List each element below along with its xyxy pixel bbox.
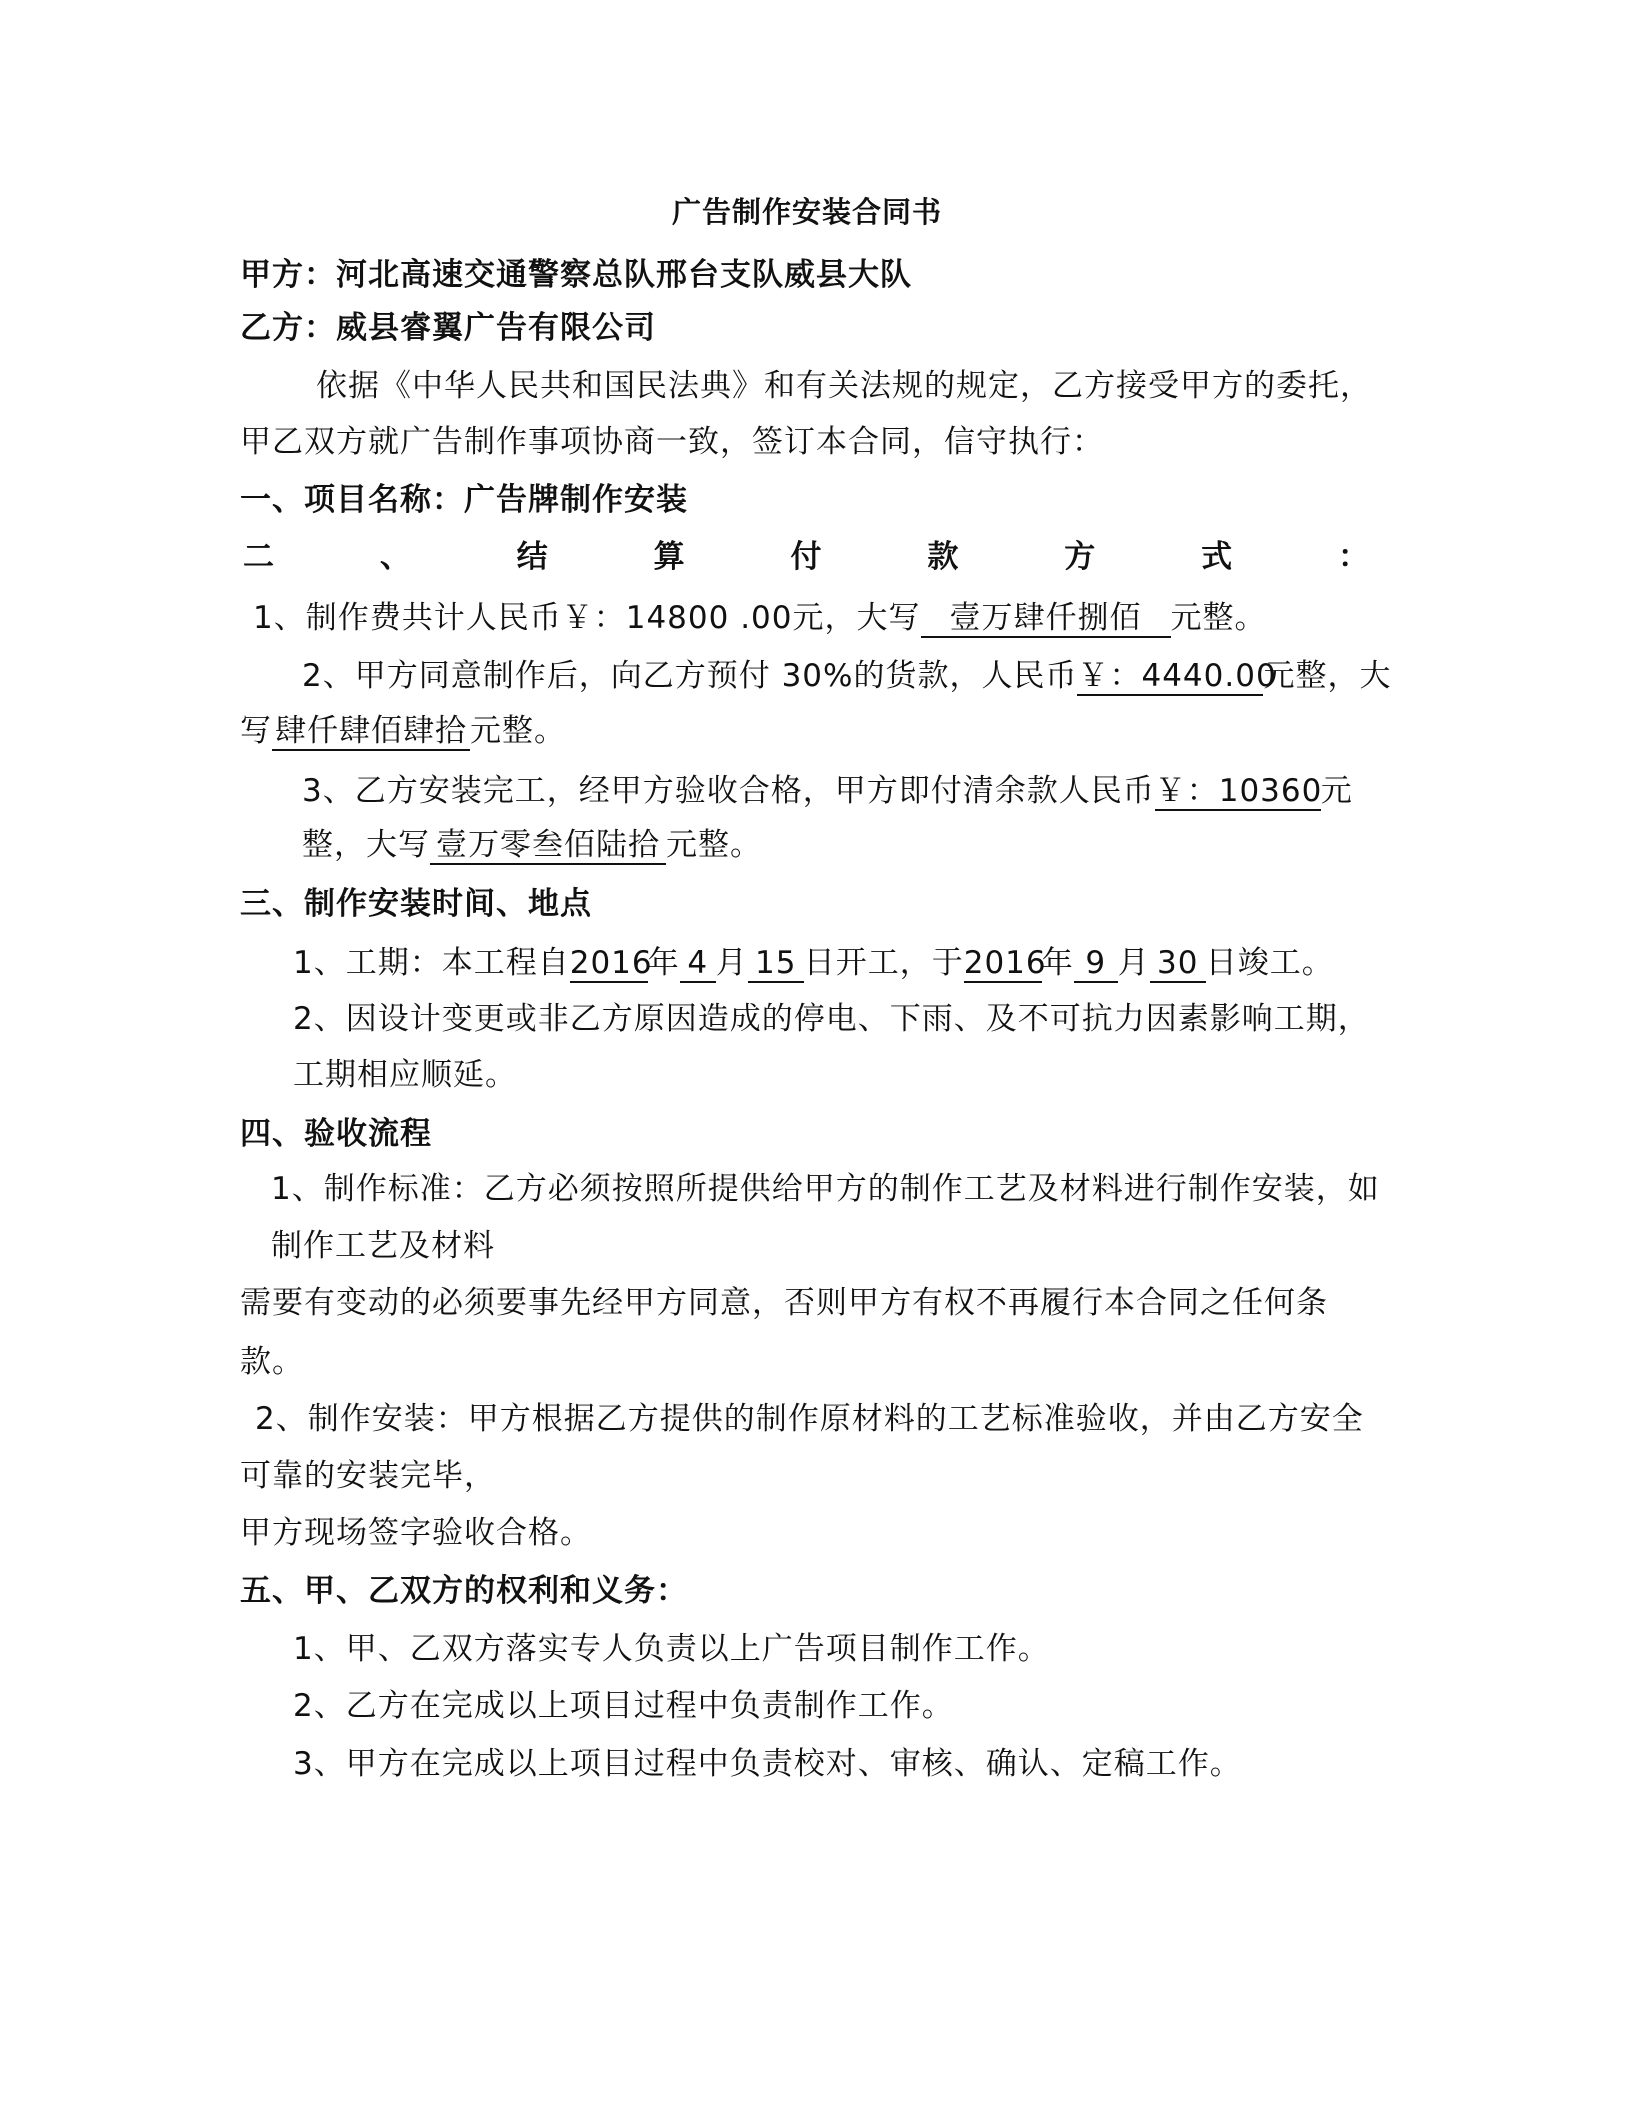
acceptance-item-1-line-4: 款。 bbox=[240, 1344, 304, 1380]
acceptance-item-1-line-2: 制作工艺及材料 bbox=[271, 1228, 495, 1264]
section-2-char: 结 bbox=[516, 539, 548, 575]
intro-line-2: 甲乙双方就广告制作事项协商一致，签订本合同，信守执行： bbox=[240, 424, 1104, 460]
acceptance-item-2-line-1: 2、制作安装：甲方根据乙方提供的制作原材料的工艺标准验收，并由乙方安全 bbox=[255, 1401, 1364, 1437]
payment-3-line2-prefix: 整，大写 bbox=[302, 827, 430, 863]
start-day: 15 bbox=[748, 945, 804, 983]
party-a-line bbox=[240, 255, 912, 295]
payment-1-amount: 14800 .00 bbox=[625, 600, 793, 636]
payment-2-suffix: 元整。 bbox=[470, 713, 566, 749]
start-month: 4 bbox=[680, 945, 716, 983]
payment-1-prefix: 1、制作费共计人民币￥： bbox=[253, 600, 626, 636]
schedule-item-2-line-1: 2、因设计变更或非乙方原因造成的停电、下雨、及不可抗力因素影响工期， bbox=[293, 1001, 1370, 1037]
start-suffix: 日开工，于 bbox=[803, 945, 964, 981]
payment-3-mid: 元 bbox=[1320, 773, 1353, 809]
section-2-char: 、 bbox=[379, 539, 411, 575]
duty-item-1: 1、甲、乙双方落实专人负责以上广告项目制作工作。 bbox=[293, 1631, 1050, 1667]
section-2-char: 款 bbox=[927, 539, 959, 575]
acceptance-item-2-line-3: 甲方现场签字验收合格。 bbox=[240, 1515, 592, 1551]
end-year: 2016 bbox=[963, 945, 1047, 981]
payment-item-3-line-1 bbox=[302, 771, 1353, 811]
party-b-line bbox=[240, 308, 656, 348]
payment-1-words: 壹万肆仟捌佰 bbox=[921, 600, 1171, 638]
section-4-heading: 四、验收流程 bbox=[240, 1116, 432, 1152]
project-name: 广告牌制作安装 bbox=[464, 482, 688, 518]
payment-3-words: 壹万零叁佰陆拾 bbox=[430, 827, 666, 865]
acceptance-item-2-line-2: 可靠的安装完毕， bbox=[240, 1458, 496, 1494]
section-2-char: 方 bbox=[1064, 539, 1096, 575]
section-3-heading: 三、制作安装时间、地点 bbox=[240, 886, 592, 922]
payment-2-line2-prefix: 写 bbox=[240, 713, 272, 749]
payment-2-mid: 元整，大 bbox=[1263, 658, 1392, 694]
section-2-char: 式 bbox=[1201, 539, 1233, 575]
payment-3-prefix: 3、乙方安装完工，经甲方验收合格，甲方即付清余款人民币 bbox=[302, 773, 1155, 809]
intro-line-1: 依据《中华人民共和国民法典》和有关法规的规定，乙方接受甲方的委托， bbox=[316, 368, 1372, 404]
start-year: 2016 bbox=[569, 945, 653, 981]
payment-3-amount: ￥：10360 bbox=[1154, 773, 1323, 809]
month-label: 月 bbox=[1117, 945, 1150, 981]
party-a-name: 河北高速交通警察总队邢台支队威县大队 bbox=[336, 257, 912, 293]
end-suffix: 日竣工。 bbox=[1205, 945, 1334, 981]
payment-3-suffix: 元整。 bbox=[666, 827, 762, 863]
schedule-item-2-line-2: 工期相应顺延。 bbox=[293, 1057, 517, 1093]
end-day: 30 bbox=[1150, 945, 1206, 983]
party-b-label: 乙方： bbox=[240, 310, 336, 346]
payment-item-2-line-2 bbox=[240, 711, 566, 751]
party-b-name: 威县睿翼广告有限公司 bbox=[336, 310, 656, 346]
section-1-line bbox=[240, 480, 688, 520]
schedule-item-1 bbox=[293, 943, 1334, 983]
section-5-heading: 五、甲、乙双方的权利和义务： bbox=[240, 1573, 688, 1609]
payment-2-words: 肆仟肆佰肆拾 bbox=[272, 713, 470, 751]
duty-item-2: 2、乙方在完成以上项目过程中负责制作工作。 bbox=[293, 1688, 954, 1724]
payment-1-mid: 元，大写 bbox=[792, 600, 921, 636]
section-2-char: 付 bbox=[790, 539, 822, 575]
end-month: 9 bbox=[1074, 945, 1118, 983]
section-2-char: 算 bbox=[653, 539, 685, 575]
year-label: 年 bbox=[1041, 945, 1074, 981]
page-title: 广告制作安装合同书 bbox=[672, 195, 943, 229]
payment-item-3-line-2 bbox=[302, 825, 762, 865]
schedule-prefix: 1、工期：本工程自 bbox=[293, 945, 570, 981]
duty-item-3: 3、甲方在完成以上项目过程中负责校对、审核、确认、定稿工作。 bbox=[293, 1746, 1242, 1782]
year-label: 年 bbox=[647, 945, 680, 981]
payment-1-suffix: 元整。 bbox=[1170, 600, 1267, 636]
party-a-label: 甲方： bbox=[240, 257, 336, 293]
payment-2-amount: ￥：4440.00 bbox=[1077, 658, 1277, 694]
acceptance-item-1-line-1: 1、制作标准：乙方必须按照所提供给甲方的制作工艺及材料进行制作安装，如 bbox=[271, 1171, 1380, 1207]
payment-item-1 bbox=[253, 598, 1267, 638]
month-label: 月 bbox=[715, 945, 748, 981]
acceptance-item-1-line-3: 需要有变动的必须要事先经甲方同意，否则甲方有权不再履行本合同之任何条 bbox=[240, 1285, 1328, 1321]
payment-item-2-line-1 bbox=[302, 656, 1391, 696]
section-2-heading bbox=[243, 537, 1369, 577]
section-2-char: ： bbox=[1338, 539, 1369, 575]
payment-2-prefix: 2、甲方同意制作后，向乙方预付 30%的货款，人民币 bbox=[302, 658, 1078, 694]
section-1-heading: 一、项目名称： bbox=[240, 482, 464, 518]
section-2-char: 二 bbox=[243, 539, 274, 575]
